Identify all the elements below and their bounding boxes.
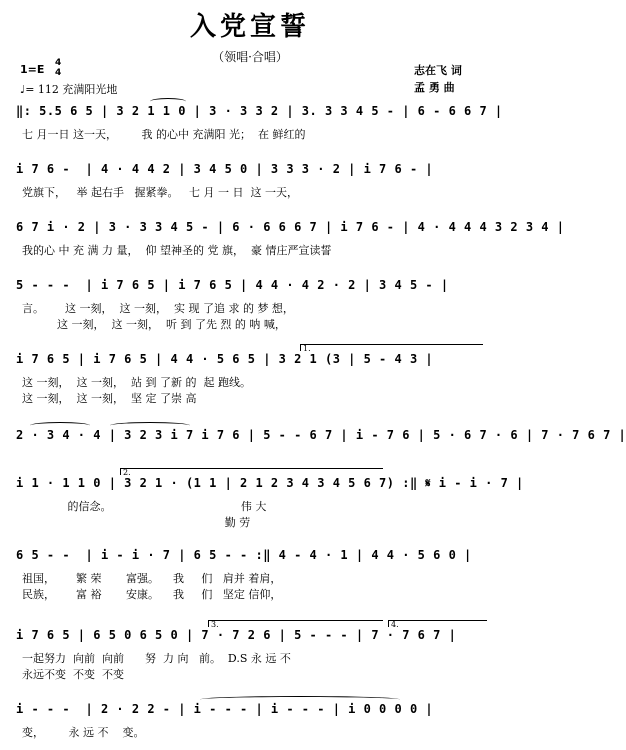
- lyricist-credit: 志在飞 词: [414, 64, 462, 77]
- lyric-line-2: 这 一刻， 这 一刻， 听 到 了先 烈 的 呐 喊，: [22, 318, 286, 331]
- volta-2: 2.: [120, 468, 383, 475]
- lyric-line-1: 的信念。 伟 大: [22, 500, 267, 513]
- notation-line: 6 5 - - | i - i · 7 | 6 5 - - :‖ 4 - 4 · 1 | 4 4 · 5 6 0 |: [16, 548, 472, 562]
- notation-line: i 1 · 1 1 0 | 3 2 1 · (1 1 | 2 1 2 3 4 3 4 5 6 7) :‖ 𝄋 i - i · 7 |: [16, 476, 524, 490]
- notation-line: i - - - | 2 · 2 2 - | i - - - | i - - - | i 0 0 0 0 |: [16, 702, 434, 716]
- lyric-line-2: 这 一刻， 这 一刻， 坚 定 了崇 高: [22, 392, 197, 405]
- lyric-line-1: 党旗下， 举 起右手 握紧拳。 七 月 一 日 这 一天，: [22, 186, 298, 199]
- lyric-line-2: 勤 劳: [22, 516, 251, 529]
- volta-1: 1.: [300, 344, 483, 351]
- notation-line: i 7 6 5 | i 7 6 5 | 4 4 · 5 6 5 | 3 2 1 (3 | 5 - 4 3 |: [16, 352, 434, 366]
- volta-3: 3.: [208, 620, 383, 627]
- lyric-line-1: 这 一刻， 这 一刻， 站 到 了新 的 起 跑线。: [22, 376, 251, 389]
- notation-line: 5 - - - | i 7 6 5 | i 7 6 5 | 4 4 · 4 2 · 2 | 3 4 5 - |: [16, 278, 449, 292]
- composer-credit: 孟 勇 曲: [414, 81, 455, 94]
- lyric-line-1: 祖国， 繁 荣 富强。 我 们 肩并 着肩，: [22, 572, 282, 585]
- key-signature: 1=E: [20, 63, 45, 76]
- lyric-line-2: 永远不变 不变 不变: [22, 668, 124, 681]
- song-subtitle: （领唱·合唱）: [212, 50, 288, 64]
- lyric-line-1: 变， 永 远 不 变。: [22, 726, 145, 739]
- notation-line: i 7 6 5 | 6 5 0 6 5 0 | 7 · 7 2 6 | 5 - - - | 7 · 7 6 7 |: [16, 628, 457, 642]
- time-signature: [55, 58, 61, 78]
- lyric-line-2: 民族， 富 裕 安康。 我 们 坚定 信仰，: [22, 588, 282, 601]
- notation-line: 6 7 i · 2 | 3 · 3 3 4 5 - | 6 · 6 6 6 7 | i 7 6 - | 4 · 4 4 4 3 2 3 4 |: [16, 220, 565, 234]
- notation-line: i 7 6 - | 4 · 4 4 2 | 3 4 5 0 | 3 3 3 · 2 | i 7 6 - |: [16, 162, 434, 176]
- lyric-line-1: 我的心 中 充 满 力 量， 仰 望神圣的 党 旗， 豪 情庄严宣读誓: [22, 244, 332, 257]
- notation-line: 2 · 3 4 · 4 | 3 2 3 i 7 i 7 6 | 5 - - 6 7 | i - 7 6 | 5 · 6 7 · 6 | 7 · 7 6 7 |: [16, 428, 626, 442]
- lyric-line-1: 言。 这 一刻， 这 一刻， 实 现 了追 求 的 梦 想，: [22, 302, 294, 315]
- lyric-line-1: 七 月一日 这一天， 我 的心中 充满阳 光； 在 鲜红的: [22, 128, 306, 141]
- time-signature-top: 4: [55, 58, 62, 68]
- lyric-line-1: 一起努力 向前 向前 努 力 向 前。 D.S 永 远 不: [22, 652, 291, 665]
- song-title: 入党宣誓: [189, 12, 310, 42]
- tempo-marking: ♩= 112 充满阳光地: [20, 83, 118, 96]
- volta-4: 4.: [388, 620, 487, 627]
- time-signature-bottom: 4: [55, 68, 62, 78]
- notation-line: ‖: 5.5 6 5 | 3 2 1 1 0 | 3 · 3 3 2 | 3. 3 3 4 5 - | 6 - 6 6 7 |: [16, 104, 503, 118]
